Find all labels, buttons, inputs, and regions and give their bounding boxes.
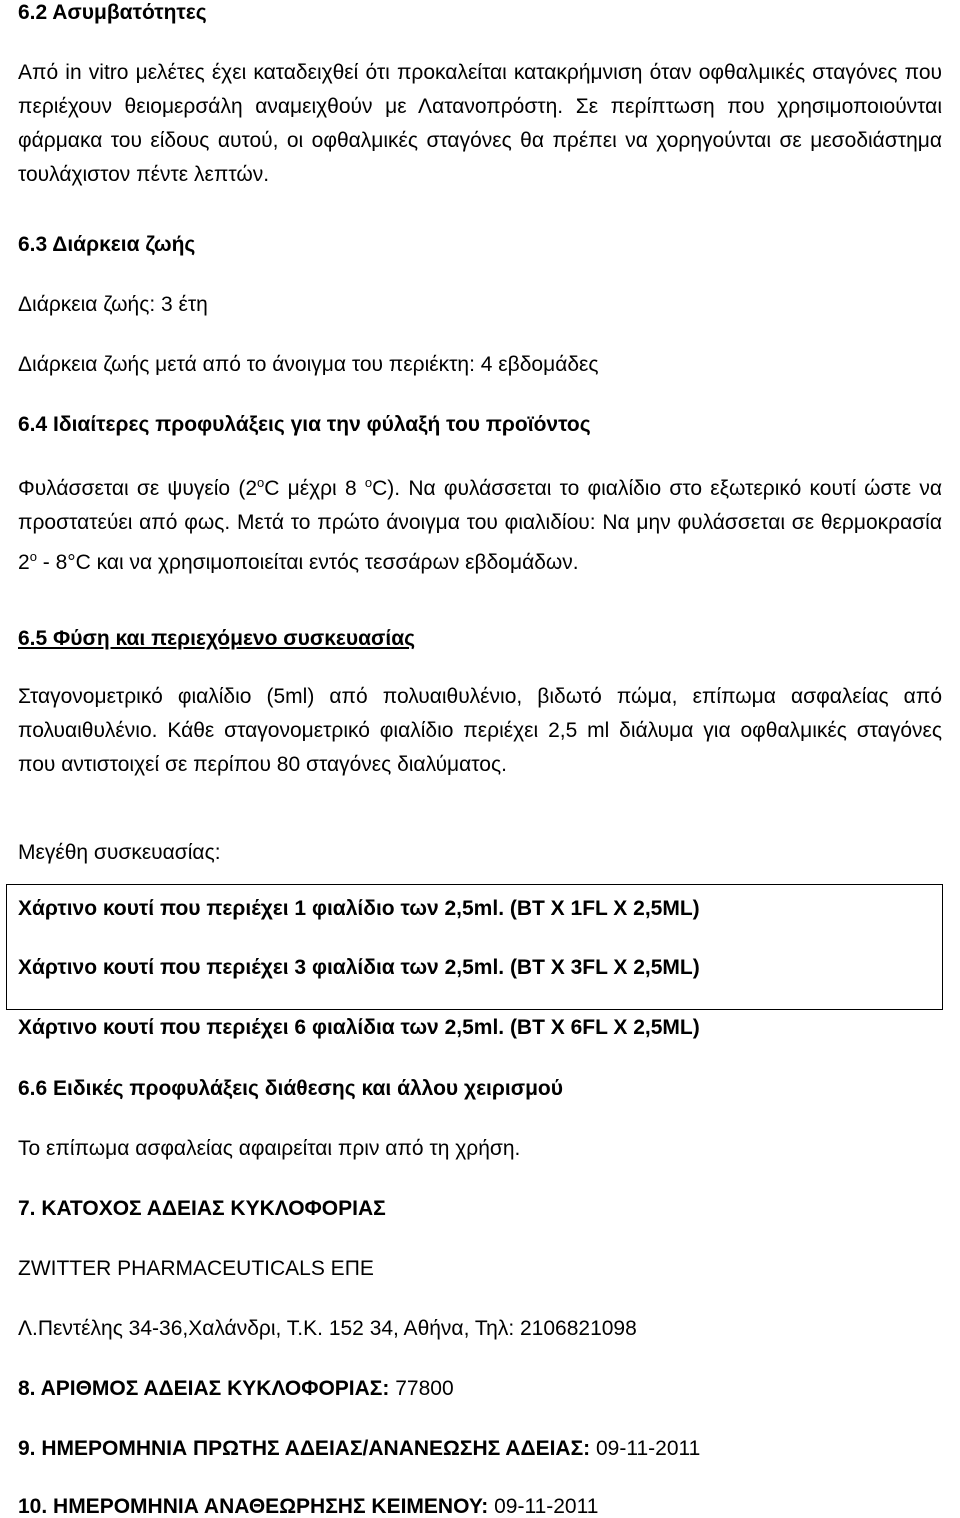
section-7-heading: 7. ΚΑΤΟΧΟΣ ΑΔΕΙΑΣ ΚΥΚΛΟΦΟΡΙΑΣ	[18, 1197, 386, 1220]
section-6-6-text: Το επίπωμα ασφαλείας αφαιρείται πριν από τη χρήση.	[18, 1137, 521, 1160]
section-6-4-heading: 6.4 Ιδιαίτερες προφυλάξεις για την φύλαξή του προϊόντος	[18, 413, 591, 436]
pack-sizes-label: Μεγέθη συσκευασίας:	[18, 841, 221, 864]
superscript-o-1: ο	[257, 475, 265, 490]
section-10-value: 09-11-2011	[488, 1495, 599, 1518]
section-6-5-text: Σταγονομετρικό φιαλίδιο (5ml) από πολυαιθυλένιο, βιδωτό πώμα, επίπωμα ασφαλείας από πολυαιθυλένιο. Κάθε σταγονομετρικό φιαλίδιο περιέχει 2,5 ml διάλυμα για οφθαλμικές σταγόνες που αντιστοιχεί σε περίπου 80 σταγόνες διαλύματος.	[18, 685, 942, 776]
section-10-line	[18, 1496, 598, 1517]
pack-size-item: Χάρτινο κουτί που περιέχει 3 φιαλίδια των 2,5ml. (BT X 3FL X 2,5ML)	[18, 956, 700, 979]
shelf-life-after-opening-line: Διάρκεια ζωής μετά από το άνοιγμα του περιέκτη: 4 εβδομάδες	[18, 353, 599, 376]
shelf-life-line: Διάρκεια ζωής: 3 έτη	[18, 293, 208, 316]
storage-text-part-1: Φυλάσσεται σε ψυγείο (2	[18, 477, 257, 500]
section-10-label: 10. ΗΜΕΡΟΜΗΝΙΑ ΑΝΑΘΕΩΡΗΣΗΣ ΚΕΙΜΕΝΟΥ:	[18, 1495, 489, 1518]
superscript-o-2: ο	[364, 475, 373, 490]
section-6-5-heading: 6.5 Φύση και περιεχόμενο συσκευασίας	[18, 627, 416, 650]
storage-text-part-3: C). Να φυλάσσεται το φιαλίδιο στο εξωτερικό κουτί ώστε να προστατεύει από φως. Μετά το πρώτο άνοιγμα του φιαλιδίου: Να μην φυλάσσεται σε θερμοκρασία 2	[18, 477, 943, 574]
section-6-4-text	[18, 466, 942, 580]
storage-text-part-2: C μέχρι 8	[264, 477, 365, 500]
superscript-o-3: ο	[29, 549, 37, 564]
pack-size-item: Χάρτινο κουτί που περιέχει 6 φιαλίδια των 2,5ml. (BT X 6FL X 2,5ML)	[18, 1016, 700, 1039]
section-9-label: 9. ΗΜΕΡΟΜΗΝΙΑ ΠΡΩΤΗΣ ΑΔΕΙΑΣ/ΑΝΑΝΕΩΣΗΣ ΑΔΕΙΑΣ:	[18, 1437, 591, 1460]
section-9-line	[18, 1438, 700, 1459]
pack-size-item: Χάρτινο κουτί που περιέχει 1 φιαλίδιο των 2,5ml. (BT X 1FL X 2,5ML)	[18, 897, 700, 920]
section-6-2-text: Από in vitro μελέτες έχει καταδειχθεί ότι προκαλείται κατακρήμνιση όταν οφθαλμικές σταγόνες που περιέχουν θειομερσάλη αναμειχθούν με Λατανοπρόστη. Σε περίπτωση που χρησιμοποιούνται φάρμακα του είδους αυτού, οι οφθαλμικές σταγόνες θα πρέπει να χορηγούνται σε μεσοδιάστημα τουλάχιστον πέντε λεπτών.	[18, 61, 942, 186]
section-8-label: 8. ΑΡΙΘΜΟΣ ΑΔΕΙΑΣ ΚΥΚΛΟΦΟΡΙΑΣ:	[18, 1377, 390, 1400]
section-9-value: 09-11-2011	[590, 1437, 701, 1460]
section-8-value: 77800	[389, 1377, 454, 1400]
section-6-3-heading: 6.3 Διάρκεια ζωής	[18, 233, 196, 256]
storage-text-part-5: C και να χρησιμοποιείται εντός τεσσάρων εβδομάδων.	[75, 551, 579, 574]
storage-text-part-4: - 8	[36, 551, 68, 574]
section-6-6-heading: 6.6 Ειδικές προφυλάξεις διάθεσης και άλλου χειρισμού	[18, 1077, 563, 1100]
degree-symbol: °	[67, 551, 76, 574]
section-8-line	[18, 1378, 454, 1399]
mah-address: Λ.Πεντέλης 34-36,Χαλάνδρι, Τ.Κ. 152 34, Αθήνα, Τηλ: 2106821098	[18, 1317, 637, 1340]
section-6-2-heading: 6.2 Ασυμβατότητες	[18, 1, 207, 24]
mah-company: ZWITTER PHARMACEUTICALS ΕΠΕ	[18, 1257, 374, 1280]
